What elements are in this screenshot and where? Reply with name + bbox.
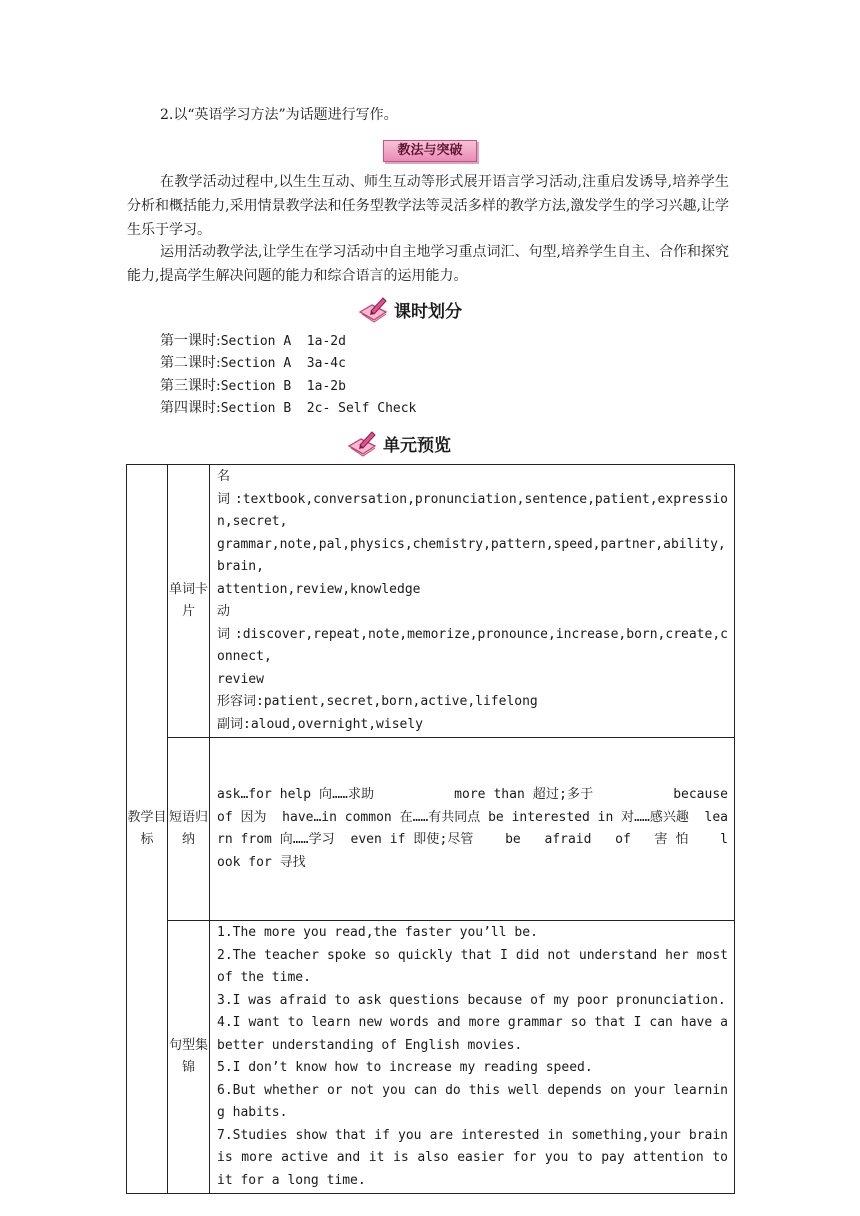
writing-task-item: 2.以“英语学习方法”为话题进行写作。	[160, 107, 398, 123]
schedule-item: 第三课时:Section B 1a-2b	[160, 378, 346, 394]
book-pen-icon	[358, 295, 388, 323]
vocabulary-cell: 名 词:textbook,conversation,pronunciation,sentence,patient,expression,secret, grammar,note,pal,physics,chemistry,pattern,speed,partner,ability,brain, attention,review,knowledge 动 词:discover,repeat,note,memorize,pronounce,increase,born,create,connect, review 形容词:patient,secret,born,active,lifelong 副词:aloud,overnight,wisely	[210, 465, 735, 738]
phrases-cell: ask…for help 向……求助 more than 超过;多于 because of 因为 have…in common 在……有共同点 be interested in 对……感兴趣 learn from 向……学习 even if 即使;尽管 be afraid of 害 怕 look for 寻找	[210, 738, 735, 921]
schedule-item: 第一课时:Section A 1a-2d	[160, 333, 346, 349]
row-label-cell: 单词卡片	[168, 465, 210, 738]
schedule-item: 第四课时:Section B 2c- Self Check	[160, 400, 417, 416]
lesson-schedule-heading	[358, 294, 462, 324]
teaching-method-paragraph: 运用活动教学法,让学生在学习活动中自主地学习重点词汇、句型,培养学生自主、合作和探究能力,提高学生解决问题的能力和综合语言的运用能力。	[127, 244, 729, 284]
schedule-item: 第二课时:Section A 3a-4c	[160, 355, 346, 371]
book-pen-icon	[347, 429, 377, 457]
teaching-method-paragraph: 在教学活动过程中,以生生互动、师生互动等形式展开语言学习活动,注重启发诱导,培养学生分析和概括能力,采用情景教学法和任务型教学法等灵活多样的教学方法,激发学生的学习兴趣,让学生乐于学习。	[127, 174, 729, 238]
unit-preview-heading	[347, 428, 451, 458]
unit-preview-title: 单元预览	[383, 435, 451, 456]
row-label-cell: 句型集锦	[168, 921, 210, 1194]
row-label-cell: 短语归纳	[168, 738, 210, 921]
table-row	[127, 921, 735, 1194]
table-row	[127, 465, 735, 738]
category-cell: 教学目标	[127, 465, 168, 1194]
section-tag-teaching-method: 教法与突破	[383, 140, 477, 162]
unit-preview-table	[126, 464, 735, 1194]
lesson-schedule-title: 课时划分	[394, 301, 462, 322]
sentence-patterns-cell: 1.The more you read,the faster you’ll be. 2.The teacher spoke so quickly that I did not understand her most of the time. 3.I was afraid to ask questions because of my poor pronunciation. 4.I want to learn new words and more grammar so that I can have a better understanding of English movies. 5.I don’t know how to increase my reading speed. 6.But whether or not you can do this well depends on your learning habits. 7.Studies show that if you are interested in something,your brain is more active and it is also easier for you to pay attention to it for a long time.	[210, 921, 735, 1194]
table-row	[127, 738, 735, 921]
